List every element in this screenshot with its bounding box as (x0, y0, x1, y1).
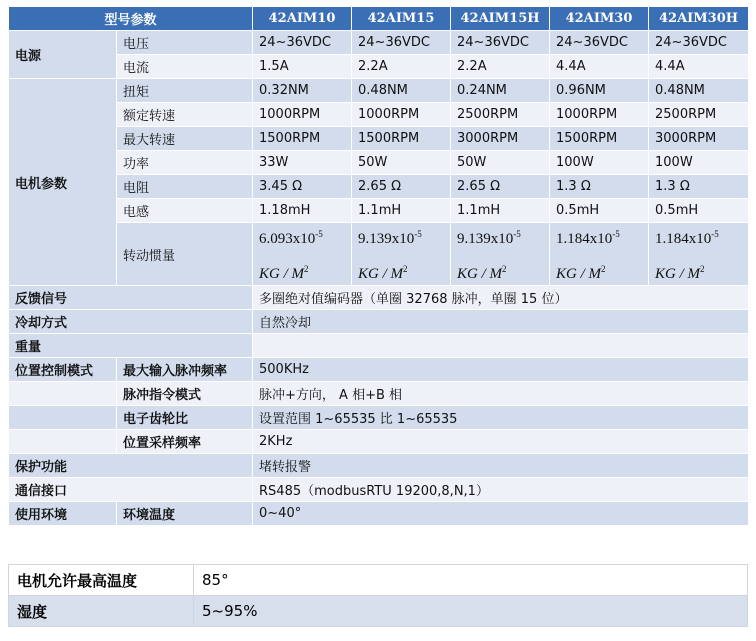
inertia-exponent: -5 (711, 229, 719, 239)
cell-value: 24~36VDC (451, 31, 550, 55)
row-label-feedback: 反馈信号 (9, 286, 253, 310)
cell-value: 50W (352, 151, 451, 175)
inertia-cell (352, 223, 451, 286)
table-row (9, 223, 749, 286)
row-label: 扭矩 (117, 79, 253, 103)
cell-value: 设置范围 1~65535 比 1~65535 (253, 406, 749, 430)
inertia-unit-exponent: 2 (502, 264, 507, 274)
table-row (9, 382, 749, 406)
table-row (9, 406, 749, 430)
spec-table (8, 6, 749, 526)
extra-table (8, 564, 748, 627)
category-motor: 电机参数 (9, 79, 117, 286)
row-label-cooling: 冷却方式 (9, 310, 253, 334)
row-label: 电感 (117, 199, 253, 223)
inertia-unit: KG / M (556, 266, 602, 282)
cell-value: 50W (451, 151, 550, 175)
table-row (9, 286, 749, 310)
cell-value: 4.4A (649, 55, 749, 79)
inertia-cell (550, 223, 649, 286)
cell-value: 1.18mH (253, 199, 352, 223)
cell-value: 1000RPM (253, 103, 352, 127)
cell-value: 24~36VDC (649, 31, 749, 55)
cell-value: 1500RPM (253, 127, 352, 151)
feedback-value: 多圈绝对值编码器（单圈 32768 脉冲，单圈 15 位） (253, 286, 749, 310)
empty-cell (9, 430, 117, 454)
cell-value: 500KHz (253, 358, 749, 382)
cell-value: 100W (550, 151, 649, 175)
table-row (9, 151, 749, 175)
cell-value: 脉冲+方向， A 相+B 相 (253, 382, 749, 406)
cell-value: 2KHz (253, 430, 749, 454)
inertia-value: 6.093x10 (259, 231, 316, 247)
table-row (9, 502, 749, 526)
cell-value: 2.2A (451, 55, 550, 79)
header-model: 42AIM15H (451, 7, 550, 31)
table-row (9, 175, 749, 199)
row-label-comm: 通信接口 (9, 478, 253, 502)
row-label: 脉冲指令模式 (117, 382, 253, 406)
header-param: 型号参数 (9, 7, 253, 31)
cell-value: 24~36VDC (550, 31, 649, 55)
row-label: 电阻 (117, 175, 253, 199)
inertia-unit-exponent: 2 (403, 264, 408, 274)
table-row (9, 310, 749, 334)
row-label: 转动惯量 (117, 223, 253, 286)
table-row (9, 596, 748, 627)
cell-value: 1.5A (253, 55, 352, 79)
header-model: 42AIM15 (352, 7, 451, 31)
cell-value: 0.32NM (253, 79, 352, 103)
cell-value: 85° (194, 565, 748, 596)
header-row (9, 7, 749, 31)
inertia-value: 1.184x10 (556, 231, 613, 247)
category-position: 位置控制模式 (9, 358, 117, 382)
category-env: 使用环境 (9, 502, 117, 526)
comm-value: RS485（modbusRTU 19200,8,N,1） (253, 478, 749, 502)
inertia-cell (649, 223, 749, 286)
row-label: 电流 (117, 55, 253, 79)
inertia-exponent: -5 (414, 229, 422, 239)
cell-value: 33W (253, 151, 352, 175)
inertia-unit: KG / M (457, 266, 503, 282)
cell-value: 1.1mH (352, 199, 451, 223)
inertia-exponent: -5 (612, 229, 620, 239)
cell-value: 2.65 Ω (352, 175, 451, 199)
inertia-unit: KG / M (358, 266, 404, 282)
row-label: 电机允许最高温度 (9, 565, 194, 596)
cell-value: 1500RPM (550, 127, 649, 151)
cell-value: 0.24NM (451, 79, 550, 103)
cell-value: 100W (649, 151, 749, 175)
cell-value: 2.2A (352, 55, 451, 79)
inertia-unit-exponent: 2 (700, 264, 705, 274)
cell-value: 0.48NM (352, 79, 451, 103)
table-row (9, 31, 749, 55)
empty-cell (9, 382, 117, 406)
cell-value: 1000RPM (550, 103, 649, 127)
cell-value: 3000RPM (451, 127, 550, 151)
inertia-value: 9.139x10 (358, 231, 415, 247)
cell-value: 1.3 Ω (550, 175, 649, 199)
header-model: 42AIM10 (253, 7, 352, 31)
table-row (9, 454, 749, 478)
weight-value (253, 334, 749, 358)
cell-value: 1.3 Ω (649, 175, 749, 199)
table-row (9, 55, 749, 79)
row-label-weight: 重量 (9, 334, 253, 358)
row-label: 湿度 (9, 596, 194, 627)
table-row (9, 199, 749, 223)
header-model: 42AIM30H (649, 7, 749, 31)
row-label: 功率 (117, 151, 253, 175)
row-label: 环境温度 (117, 502, 253, 526)
env-value: 0~40° (253, 502, 749, 526)
row-label: 最大输入脉冲频率 (117, 358, 253, 382)
inertia-unit: KG / M (655, 266, 701, 282)
header-model: 42AIM30 (550, 7, 649, 31)
cell-value: 1.1mH (451, 199, 550, 223)
row-label-protection: 保护功能 (9, 454, 253, 478)
cell-value: 0.96NM (550, 79, 649, 103)
cell-value: 4.4A (550, 55, 649, 79)
cell-value: 3.45 Ω (253, 175, 352, 199)
cell-value: 2.65 Ω (451, 175, 550, 199)
cell-value: 5~95% (194, 596, 748, 627)
row-label: 电子齿轮比 (117, 406, 253, 430)
cell-value: 3000RPM (649, 127, 749, 151)
inertia-value: 9.139x10 (457, 231, 514, 247)
table-row (9, 430, 749, 454)
inertia-cell (253, 223, 352, 286)
row-label: 位置采样频率 (117, 430, 253, 454)
row-label: 最大转速 (117, 127, 253, 151)
row-label: 额定转速 (117, 103, 253, 127)
table-row (9, 103, 749, 127)
inertia-cell (451, 223, 550, 286)
cooling-value: 自然冷却 (253, 310, 749, 334)
protection-value: 堵转报警 (253, 454, 749, 478)
table-row (9, 478, 749, 502)
inertia-value: 1.184x10 (655, 231, 712, 247)
cell-value: 0.48NM (649, 79, 749, 103)
cell-value: 1000RPM (352, 103, 451, 127)
empty-cell (9, 406, 117, 430)
cell-value: 2500RPM (649, 103, 749, 127)
table-row (9, 334, 749, 358)
inertia-unit-exponent: 2 (601, 264, 606, 274)
table-row (9, 127, 749, 151)
table-row (9, 565, 748, 596)
table-row (9, 358, 749, 382)
inertia-unit-exponent: 2 (304, 264, 309, 274)
cell-value: 0.5mH (649, 199, 749, 223)
cell-value: 0.5mH (550, 199, 649, 223)
category-power: 电源 (9, 31, 117, 79)
inertia-exponent: -5 (315, 229, 323, 239)
row-label: 电压 (117, 31, 253, 55)
inertia-unit: KG / M (259, 266, 305, 282)
cell-value: 24~36VDC (352, 31, 451, 55)
table-row (9, 79, 749, 103)
cell-value: 24~36VDC (253, 31, 352, 55)
cell-value: 1500RPM (352, 127, 451, 151)
inertia-exponent: -5 (513, 229, 521, 239)
cell-value: 2500RPM (451, 103, 550, 127)
